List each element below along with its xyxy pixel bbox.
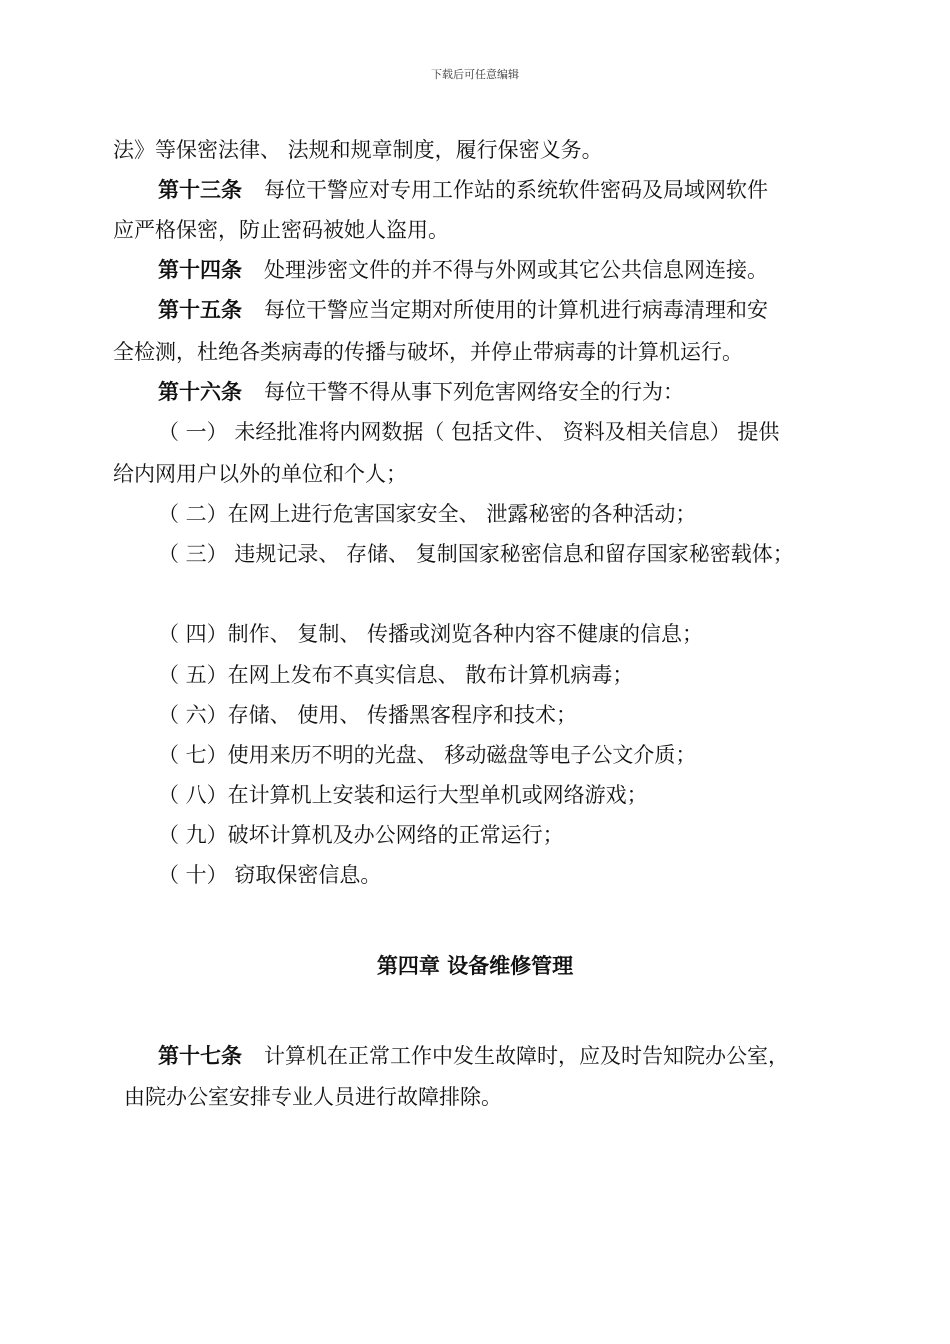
article-17-title: 第十七条 [158,1044,242,1068]
article-14-line-1 [158,256,768,284]
article-15-text: 每位干警应当定期对所使用的计算机进行病毒清理和安 [264,298,768,322]
list-item-8: （ 八）在计算机上安装和运行大型单机或网络游戏； [158,783,648,807]
paragraph-continuation: 法》等保密法律、 法规和规章制度，履行保密义务。 [113,138,603,162]
article-16-line-1 [158,378,684,406]
article-17-text: 计算机在正常工作中发生故障时，应及时告知院办公室， [264,1044,789,1068]
list-item-9: （ 九）破坏计算机及办公网络的正常运行； [158,823,564,847]
list-item-10: （ 十） 窃取保密信息。 [158,863,382,887]
article-15-line-2: 全检测，杜绝各类病毒的传播与破坏，并停止带病毒的计算机运行。 [113,340,743,364]
list-item-7: （ 七）使用来历不明的光盘、 移动磁盘等电子公文介质； [158,743,697,767]
list-item-1-line-1: （ 一） 未经批准将内网数据（ 包括文件、 资料及相关信息） 提供 [158,420,780,444]
article-17-line-1 [158,1042,789,1070]
article-13-line-2: 应严格保密，防止密码被她人盗用。 [113,218,449,242]
page-header: 下载后可任意编辑 [431,68,519,81]
article-14-title: 第十四条 [158,258,242,282]
list-item-2: （ 二）在网上进行危害国家安全、 泄露秘密的各种活动； [158,502,697,526]
list-item-4: （ 四）制作、 复制、 传播或浏览各种内容不健康的信息； [158,622,704,646]
article-16-text: 每位干警不得从事下列危害网络安全的行为： [264,380,684,404]
list-item-6: （ 六）存储、 使用、 传播黑客程序和技术； [158,703,578,727]
list-item-1-line-2: 给内网用户以外的单位和个人； [113,462,407,486]
list-item-5: （ 五）在网上发布不真实信息、 散布计算机病毒； [158,663,634,687]
article-17-line-2: 由院办公室安排专业人员进行故障排除。 [124,1085,502,1109]
chapter-heading: 第四章 设备维修管理 [376,954,574,978]
article-13-title: 第十三条 [158,178,242,202]
article-15-title: 第十五条 [158,298,242,322]
list-item-3: （ 三） 违规记录、 存储、 复制国家秘密信息和留存国家秘密载体； [158,542,794,566]
article-13-line-1 [158,176,768,204]
article-13-text: 每位干警应对专用工作站的系统软件密码及局域网软件 [264,178,768,202]
article-16-title: 第十六条 [158,380,242,404]
article-15-line-1 [158,296,768,324]
article-14-text: 处理涉密文件的并不得与外网或其它公共信息网连接。 [264,258,768,282]
